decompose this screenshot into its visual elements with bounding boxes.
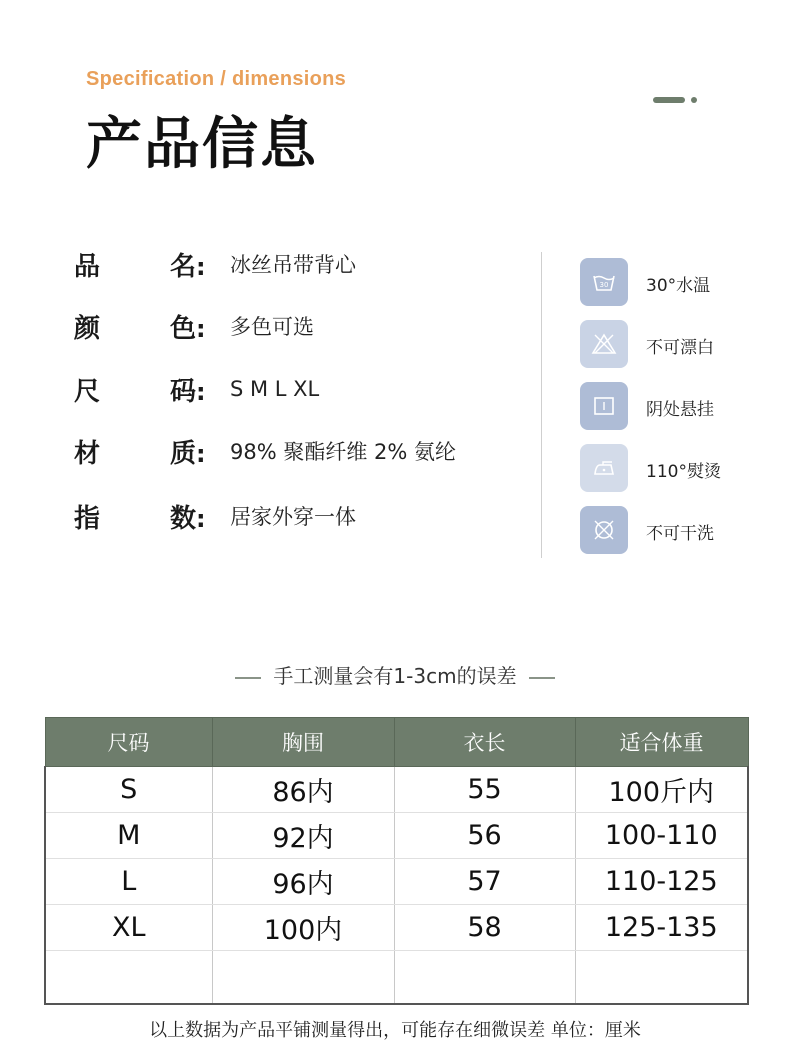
care-label: 不可干洗 — [646, 524, 714, 544]
spec-key-second: 质 — [170, 438, 197, 469]
table-cell: XL — [45, 905, 212, 951]
table-cell: 100斤内 — [575, 767, 748, 813]
table-cell-empty — [575, 951, 748, 1005]
spec-colon: : — [196, 504, 206, 533]
table-cell: 56 — [394, 813, 575, 859]
table-cell: 100-110 — [575, 813, 748, 859]
decoration-line — [653, 97, 685, 103]
footnote: 以上数据为产品平铺测量得出，可能存在细微误差 单位：厘米 — [149, 1020, 641, 1041]
care-label: 阴处悬挂 — [646, 400, 714, 420]
care-label: 30°水温 — [646, 276, 711, 296]
table-cell-empty — [212, 951, 394, 1005]
spec-key-first: 指 — [74, 503, 101, 534]
spec-value: 98% 聚酯纤维 2% 氨纶 — [230, 440, 457, 464]
table-cell-empty — [394, 951, 575, 1005]
table-row — [45, 905, 748, 951]
spec-key-first: 品 — [74, 251, 101, 282]
spec-value: 多色可选 — [230, 315, 314, 339]
measurement-note — [0, 660, 790, 689]
table-cell: 55 — [394, 767, 575, 813]
spec-value: 冰丝吊带背心 — [230, 253, 356, 277]
care-label: 110°熨烫 — [646, 462, 721, 482]
table-row — [45, 859, 748, 905]
spec-colon: : — [196, 314, 206, 343]
table-row — [45, 813, 748, 859]
spec-key-first: 尺 — [74, 376, 101, 407]
column-header-length: 衣长 — [394, 718, 575, 767]
table-cell: 57 — [394, 859, 575, 905]
iron-110-icon — [580, 444, 628, 492]
column-header-chest: 胸围 — [212, 718, 394, 767]
note-text: 手工测量会有1-3cm的误差 — [273, 664, 517, 688]
shade-dry-icon — [580, 382, 628, 430]
eyebrow-text: Specification / dimensions — [86, 68, 347, 90]
table-cell: 96内 — [212, 859, 394, 905]
spec-colon: : — [196, 439, 206, 468]
spec-colon: : — [196, 377, 206, 406]
table-cell: 92内 — [212, 813, 394, 859]
column-header-weight: 适合体重 — [575, 718, 748, 767]
table-cell: 100内 — [212, 905, 394, 951]
decoration-dot — [691, 97, 697, 103]
table-cell: M — [45, 813, 212, 859]
care-item-iron — [580, 444, 750, 494]
table-header-row — [45, 718, 748, 767]
table-cell-empty — [45, 951, 212, 1005]
table-cell: 86内 — [212, 767, 394, 813]
spec-value: 居家外穿一体 — [230, 505, 356, 529]
spec-key-first: 材 — [74, 438, 101, 469]
care-item-bleach — [580, 320, 750, 370]
table-cell: 110-125 — [575, 859, 748, 905]
table-row — [45, 767, 748, 813]
care-item-wash — [580, 258, 750, 308]
care-item-dry — [580, 382, 750, 432]
column-header-size: 尺码 — [45, 718, 212, 767]
spec-key-second: 数 — [170, 503, 197, 534]
note-dash-right — [529, 677, 555, 679]
care-label: 不可漂白 — [646, 338, 714, 358]
table-cell: 125-135 — [575, 905, 748, 951]
care-item-dryclean — [580, 506, 750, 556]
no-dry-clean-icon — [580, 506, 628, 554]
note-dash-left — [235, 677, 261, 679]
spec-colon: : — [196, 252, 206, 281]
spec-key-second: 名 — [170, 251, 197, 282]
table-cell: L — [45, 859, 212, 905]
spec-key-first: 颜 — [74, 313, 101, 344]
table-row-empty — [45, 951, 748, 1005]
spec-value: S M L XL — [230, 377, 320, 401]
svg-text:30: 30 — [599, 281, 609, 289]
spec-key-second: 码 — [170, 376, 197, 407]
vertical-divider — [541, 252, 542, 558]
no-bleach-icon — [580, 320, 628, 368]
size-table — [44, 717, 749, 1005]
table-cell: 58 — [394, 905, 575, 951]
spec-key-second: 色 — [170, 313, 197, 344]
table-cell: S — [45, 767, 212, 813]
page-title: 产品信息 — [86, 112, 318, 177]
wash-30-icon — [580, 258, 628, 306]
